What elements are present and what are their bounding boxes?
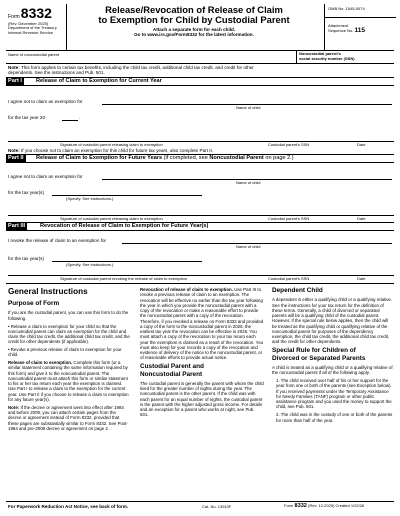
part1-line1: I agree not to claim an exemption for	[8, 99, 83, 104]
form-id-block	[8, 6, 64, 36]
footer-rule	[6, 501, 394, 502]
instructions-column-3	[272, 287, 394, 499]
part2-title-ref: Noncustodial Parent	[209, 154, 264, 161]
noncustodial-ssn-label	[299, 52, 355, 62]
decree-note-text: If the decree or agreement went into effect after 1984 and before 2009, you can attach certain pages from the decree or agreement instead of Form 8332, provided that these pages are substantially similar to Form 8332. See Post-1984 and pre-2009 decree or agreement on page 2.	[8, 404, 128, 431]
part2-line2: for the tax year(s)	[8, 190, 44, 195]
part3-sig-label: Signature of custodial parent revoking the release of claim to exemption	[60, 275, 187, 281]
note-top-text2: dependents. See the instructions and Pub. 501.	[8, 70, 105, 76]
part3-bottom-rule	[6, 230, 394, 231]
revision-date: (Rev. December 2025)	[8, 20, 49, 26]
part3-child-label: Name of child	[236, 244, 261, 249]
custodial-text: The custodial parent is generally the parent with whom the child lived for the greater number of nights during the year. The noncustodial parent is the other parent. If the child was with each parent for an equal number of nights, the custodial parent is the parent with the higher adjusted gross income. For details and an exception for a parent who works at night, see Pub. 501.	[140, 380, 264, 418]
special-rule-2: 2. The child was in the custody of one or both of the parents for more than half of the year.	[276, 412, 393, 423]
release-paragraph	[8, 360, 130, 402]
part1-tag: Part I	[8, 77, 22, 84]
sequence-number: 115	[354, 26, 365, 34]
form-label: Form	[8, 14, 20, 20]
noncustodial-ssn-label-line1: Noncustodial parent's	[299, 51, 341, 56]
part2-bottom-rule	[6, 162, 394, 163]
note-mid-bold: Note:	[8, 148, 20, 153]
form-title-line1: Release/Revocation of Release of Claim	[105, 4, 283, 15]
part2-child-label: Name of child	[236, 180, 261, 185]
revocation-text: Use Part III to revoke a previous release of claim to an exemption. The revocation will be effective no earlier than the tax year following the year in which you provide the noncustodial parent with a copy of the revocation or make a reasonable effort to provide the noncustodial parent with a copy of the revocation. Therefore, if you revoked a release on Form 8332 and provided a copy of the form to the noncustodial parent in 2025, the earliest tax year the revocation can be effective is 2026. You must attach a copy of the revocation to your tax return each year the exemption is claimed as a result of the revocation. You must also keep for your records a copy of the revocation and evidence of delivery of the notice to the noncustodial parent, or of reasonable efforts to provide actual notice.	[140, 287, 264, 361]
part1-line2-text: for the tax year 20	[8, 115, 46, 120]
custodial-heading	[140, 363, 264, 378]
release-text: Complete this form (or a similar statement containing the same information required by this form) and give it to the noncustodial parent. The noncustodial parent must attach this form or similar statement to his or her tax return each year the exemption is claimed. Use Part I to release a claim to the exemption for the current year. Use Part II if you choose to release a claim to exemption for any future year(s).	[8, 360, 129, 402]
custodial-heading-line1: Custodial Parent and	[140, 363, 204, 371]
part2-tag: Part II	[8, 154, 24, 161]
part2-title-paren: (if completed, see	[162, 154, 210, 161]
footer-form-label: Form	[284, 503, 294, 508]
part1-date-label: Date	[357, 141, 366, 147]
part2-specify: (Specify. See instructions.)	[66, 195, 114, 201]
form-title-block	[66, 5, 322, 37]
decree-note-bold: Note:	[8, 404, 20, 410]
custodial-heading-line2: Noncustodial Parent	[140, 370, 203, 378]
part1-line2-period: .	[79, 115, 81, 120]
note-mid-text: If you choose not to claim an exemption for this child for future tax years, also complete Part II.	[19, 148, 214, 153]
purpose-bullet1: • Release a claim to exemption for your child so that the noncustodial parent can claim an exemption for the child and claim the child tax credit, the additional child tax credit, and the credit for other dependents (if applicable).	[8, 323, 130, 345]
part1-bottom-rule	[6, 85, 394, 86]
department: Department of the Treasury	[8, 25, 57, 31]
note-top	[8, 65, 394, 75]
footer-form-number: 8332	[294, 503, 307, 509]
part3-ssn-label: Custodial parent's SSN	[268, 275, 310, 281]
part3-date-label: Date	[357, 275, 366, 281]
part1-sig-label: Signature of custodial parent releasing claim to exemption	[60, 141, 163, 147]
part2-title	[36, 155, 294, 162]
instructions-column-1	[8, 287, 130, 499]
dependent-text: A dependent is either a qualifying child or a qualifying relative. See the instructions for your tax return for the definition of these terms. Generally, a child of divorced or separated parents will be a qualifying child of the custodial parent. However, if the special rule below applies, then the child will be treated as the qualifying child or qualifying relative of the noncustodial parent for purposes of the dependency exemption, the child tax credit, the additional child tax credit, and the credit for other dependents.	[272, 297, 393, 345]
instructions-top-rule	[6, 283, 394, 284]
omb-block	[328, 7, 396, 33]
purpose-heading: Purpose of Form	[8, 300, 60, 307]
part3-tag: Part III	[8, 222, 26, 229]
part2-ssn-label: Custodial parent's SSN	[268, 215, 310, 221]
purpose-intro: If you are the custodial parent, you can use this form to do the following.	[8, 310, 129, 321]
footer-revision: (Rev. 12-2025) Created 1/22/26	[306, 503, 365, 508]
part2-title-page: on page 2.)	[263, 154, 294, 161]
footer-form-id	[284, 504, 364, 509]
part1-line2	[8, 115, 45, 120]
form-subtitle1: Attach a separate form for each child.	[152, 27, 236, 32]
form-title-line2: to Exemption for Child by Custodial Parent	[98, 14, 290, 25]
dependent-heading: Dependent Child	[272, 287, 323, 294]
omb-divider	[324, 17, 396, 18]
revocation-bold: Revocation of release of claim to exemption.	[140, 287, 233, 292]
special-rule-1: 1. The child received over half of his or her support for the year from one or both of the parents (see Exception below). If you received payments under the Temporary Assistance for Needy Families (TANF) program or other public assistance program and you used the money to support the child, see Pub. 501.	[276, 378, 392, 410]
part1-ssn-label: Custodial parent's SSN	[268, 141, 310, 147]
part2-title-main: Release of Claim to Exemption for Future Years	[36, 154, 163, 161]
note-mid	[8, 148, 213, 153]
part2-date-label: Date	[357, 215, 366, 221]
release-bold: Release of claim to exemption.	[8, 360, 73, 366]
special-rule-heading	[272, 347, 394, 362]
sequence-label: Sequence No.	[328, 27, 354, 33]
footer-paperwork-notice: For Paperwork Reduction Act Notice, see back of form.	[8, 504, 129, 509]
decree-note	[8, 405, 130, 431]
omb-number: OMB No. 1545-0074	[328, 6, 365, 11]
special-heading-line1: Special Rule for Children of	[272, 347, 356, 355]
noncustodial-name-label: Name of noncustodial parent	[8, 52, 60, 57]
general-instructions-heading: General Instructions	[8, 287, 88, 296]
header-divider-right	[324, 4, 325, 50]
part3-line2: for the tax year(s)	[8, 256, 44, 261]
revocation-paragraph	[140, 287, 264, 361]
part1-child-label: Name of child	[236, 105, 261, 110]
form-subtitle2: Go to www.irs.gov/Form8332 for the latest information.	[134, 32, 254, 38]
part3-specify: (Specify. See instructions.)	[66, 261, 114, 267]
instructions-column-2	[140, 287, 264, 499]
name-row-bottom-rule	[6, 63, 394, 64]
attachment-label: Attachment	[328, 22, 349, 28]
part2-line1: I agree not to claim an exemption for	[8, 174, 83, 179]
part3-title: Revocation of Release of Claim to Exemption for Future Year(s)	[40, 222, 209, 229]
part3-line1: I revoke the release of claim to an exemption for	[8, 238, 107, 243]
name-ssn-divider	[296, 51, 297, 63]
note-top-text1: This form applies to certain tax benefits, including the child tax credit, additional child tax credit, and credit for other	[19, 65, 254, 70]
purpose-bullet2: • Revoke a previous release of claim to exemption for your child.	[8, 347, 122, 358]
part2-sig-label: Signature of custodial parent releasing claim to exemption	[60, 215, 163, 221]
form-number: 8332	[20, 5, 52, 21]
special-heading-line2: Divorced or Separated Parents	[272, 354, 366, 362]
footer-cat-number: Cat. No. 13910F	[202, 503, 232, 509]
note-top-bold: Note:	[8, 65, 20, 70]
special-rule-text: A child is treated as a qualifying child or a qualifying relative of the noncustodial parent if all of the following apply.	[272, 365, 393, 376]
service: Internal Revenue Service	[8, 30, 53, 36]
part1-tax-year-field[interactable]	[62, 120, 78, 121]
noncustodial-ssn-label-line2: social security number (SSN)	[299, 55, 355, 61]
part1-title: Release of Claim to Exemption for Current Year	[36, 77, 162, 84]
